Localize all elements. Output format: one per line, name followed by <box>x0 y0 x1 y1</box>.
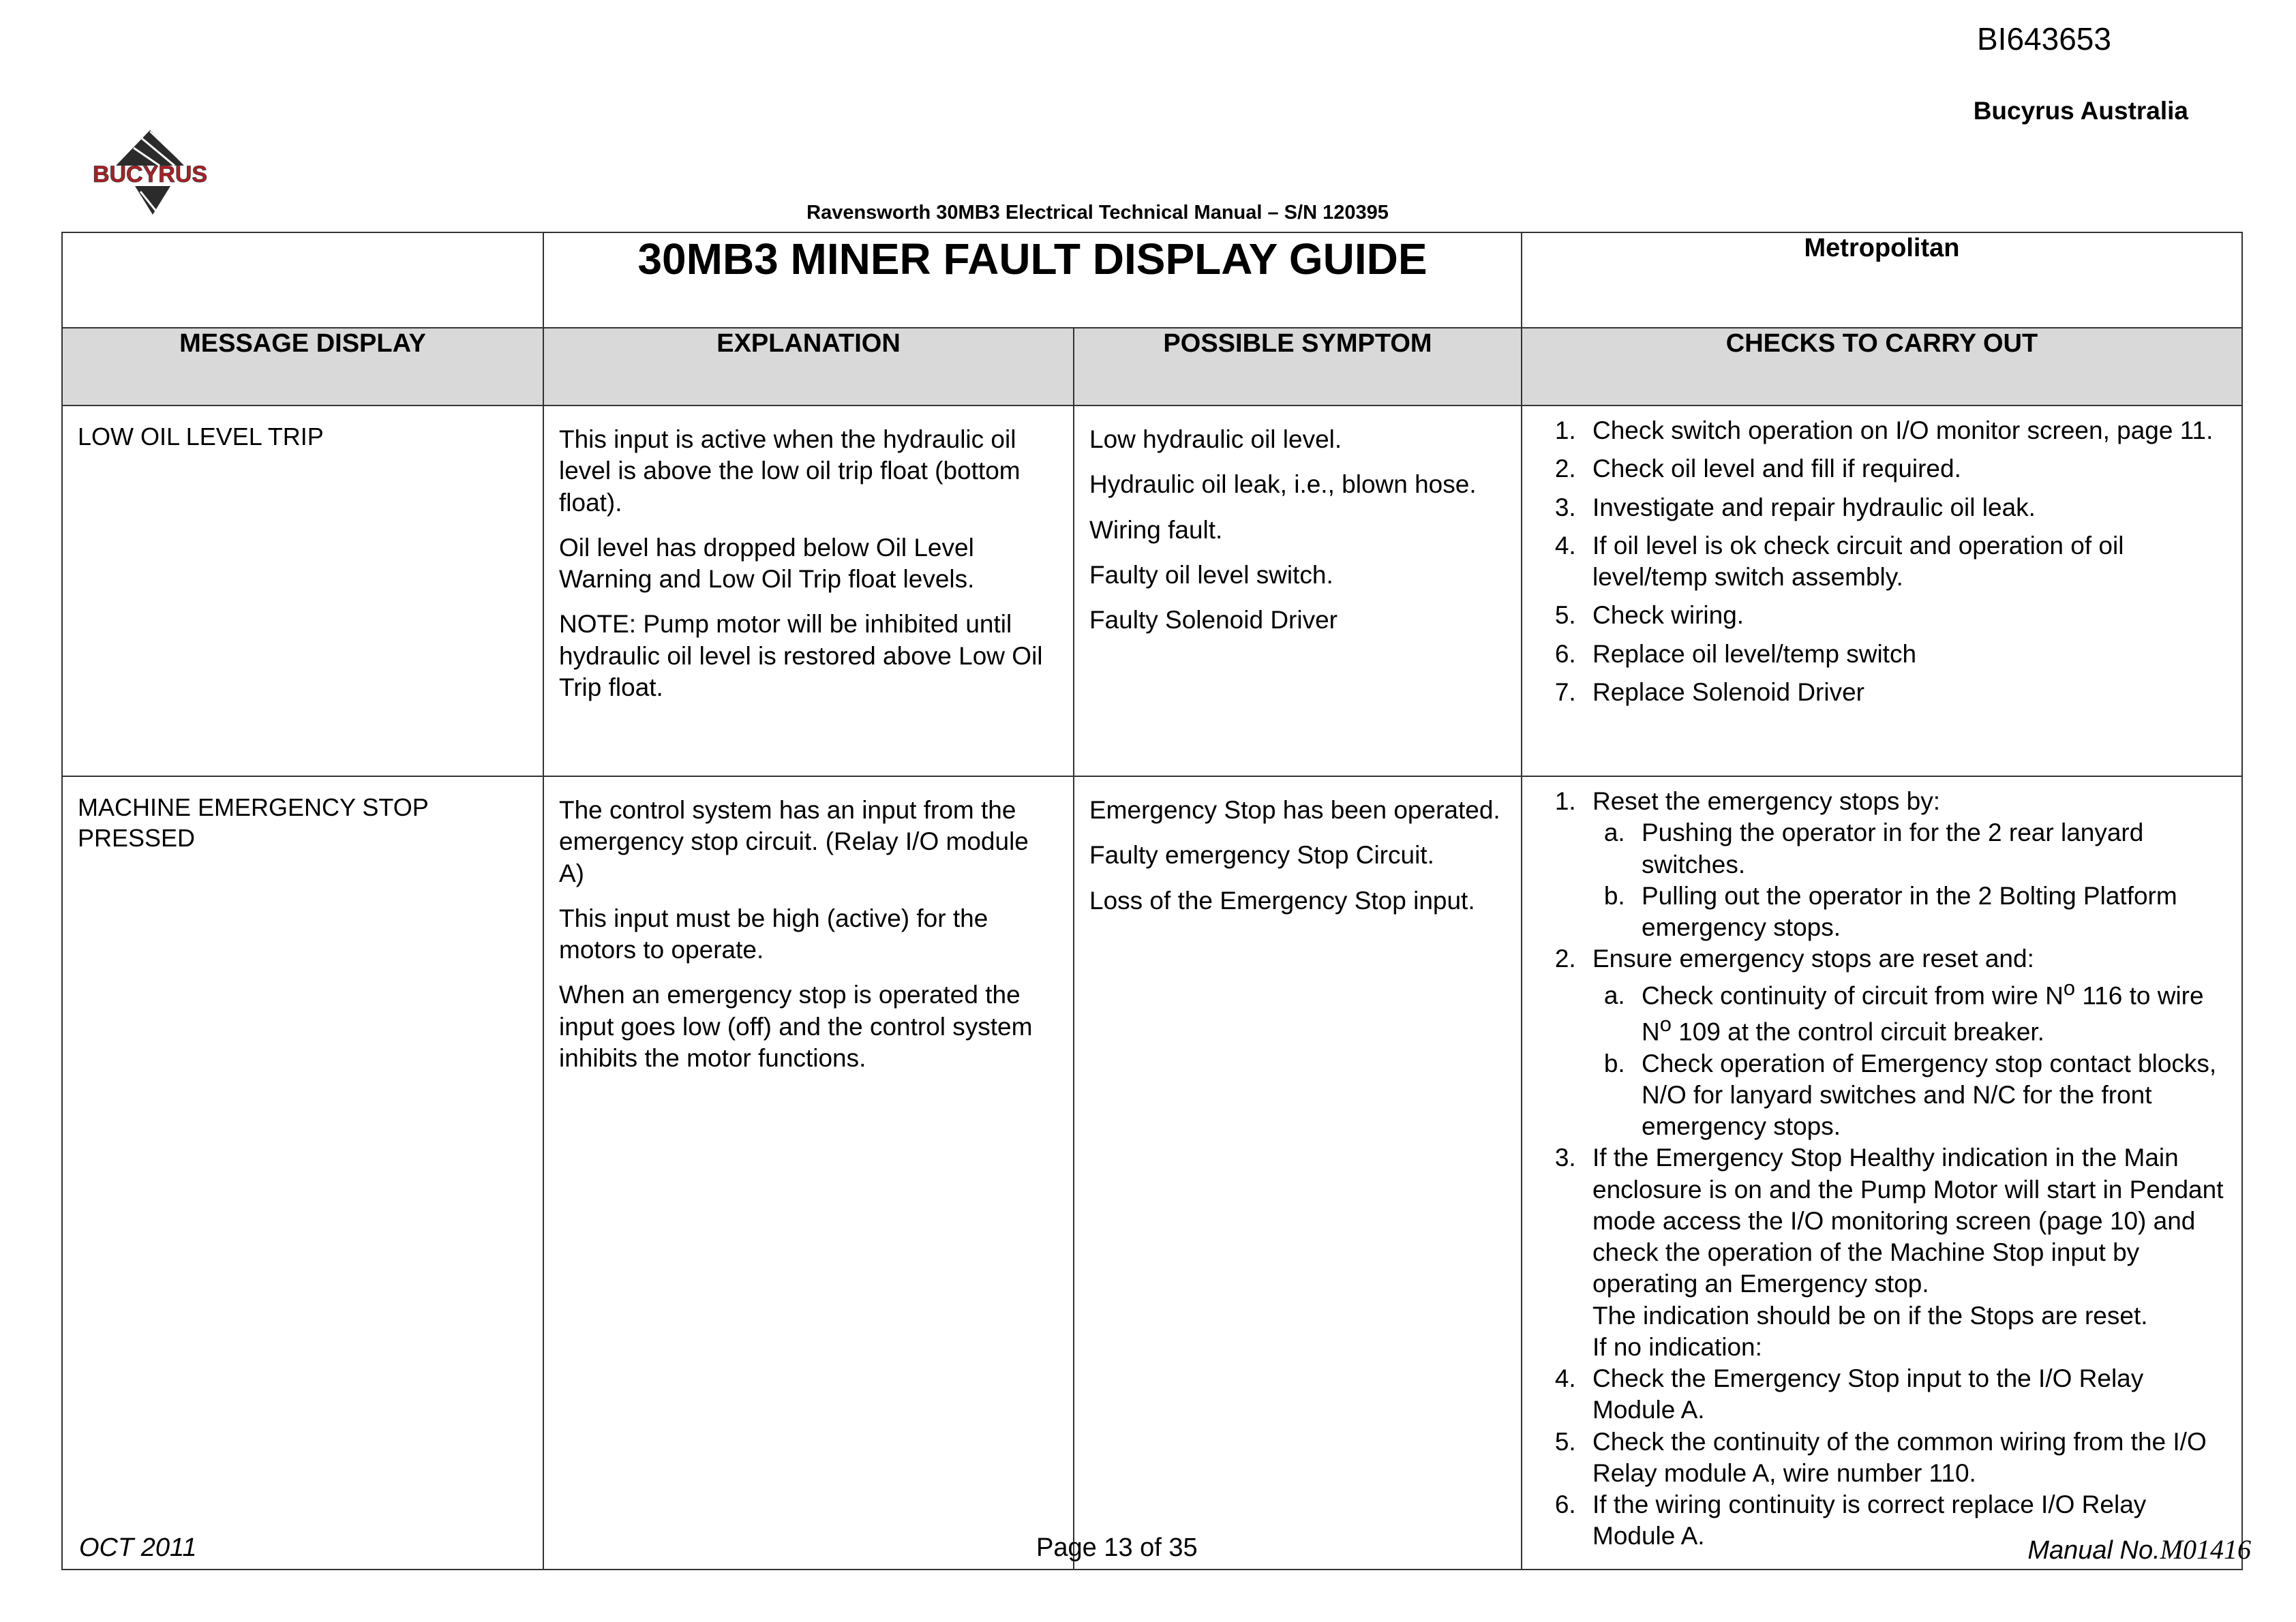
check-item: 5. Check wiring. <box>1583 600 2227 631</box>
column-header-symptom: POSSIBLE SYMPTOM <box>1074 328 1522 406</box>
site-name: Metropolitan <box>1804 234 1960 262</box>
checks-list <box>1523 778 2241 1552</box>
checks-list <box>1523 407 2241 708</box>
symptom-item: Faulty Solenoid Driver <box>1089 606 1338 634</box>
explanation-paragraph: Oil level has dropped below Oil Level Warning and Low Oil Trip float levels. <box>559 533 975 593</box>
check-subitem-text: Check continuity of circuit from wire N <box>1642 981 2064 1009</box>
check-item: 7. Replace Solenoid Driver <box>1583 677 2227 708</box>
site-cell <box>1522 232 2242 328</box>
explanation-cell <box>543 406 1074 776</box>
explanation-paragraph: The control system has an input from the emergency stop circuit. (Relay I/O module A) <box>559 796 1029 887</box>
symptom-item: Emergency Stop has been operated. <box>1089 796 1500 824</box>
table-row <box>62 406 2242 776</box>
manual-number: M01416 <box>2160 1534 2251 1565</box>
check-subitem: a. Pushing the operator in for the 2 rear lanyard switches. <box>1632 817 2227 881</box>
explanation-paragraph: NOTE: Pump motor will be inhibited until hydraulic oil level is restored above Low Oil Trip float. <box>559 610 1043 701</box>
explanation-paragraph: This input is active when the hydraulic oil level is above the low oil trip float (bottom float). <box>559 425 1021 517</box>
check-subitem: b. Check operation of Emergency stop contact blocks, N/O for lanyard switches and N/C for the front emergency stops. <box>1632 1048 2227 1143</box>
symptom-item: Hydraulic oil leak, i.e., blown hose. <box>1089 470 1477 499</box>
symptom-item: Low hydraulic oil level. <box>1089 425 1342 453</box>
check-item: 1. Check switch operation on I/O monitor screen, page 11. <box>1583 415 2227 446</box>
guide-title-cell <box>543 232 1522 328</box>
footer-date: OCT 2011 <box>79 1533 197 1562</box>
check-text: Reset the emergency stops by: <box>1592 787 1941 815</box>
check-text: Ensure emergency stops are reset and: <box>1592 945 2034 973</box>
column-header-row <box>62 328 2242 406</box>
check-item: 6. If the wiring continuity is correct replace I/O Relay Module A. <box>1583 1489 2227 1552</box>
company-name: Bucyrus Australia <box>1973 97 2188 125</box>
check-text: If no indication: <box>1592 1332 1762 1361</box>
check-subitem <box>1632 975 2227 1048</box>
number-sign-superscript: o <box>2063 975 2076 1000</box>
table-row <box>62 776 2242 1570</box>
footer-manual-number <box>2027 1533 2251 1565</box>
checks-cell <box>1522 406 2242 776</box>
symptom-cell <box>1074 776 1522 1570</box>
check-sublist <box>1592 817 2227 943</box>
symptom-cell <box>1074 406 1522 776</box>
svg-text:BUCYRUS: BUCYRUS <box>92 162 208 187</box>
title-blank-cell <box>62 232 543 328</box>
check-subitem: b. Pulling out the operator in the 2 Bolting Platform emergency stops. <box>1632 881 2227 944</box>
fault-display-guide-table <box>61 232 2243 1570</box>
column-header-message: MESSAGE DISPLAY <box>62 328 543 406</box>
check-subitem-text: 109 at the control circuit breaker. <box>1671 1017 2044 1046</box>
manual-label: Manual No. <box>2027 1536 2160 1565</box>
check-sublist <box>1592 975 2227 1143</box>
checks-cell <box>1522 776 2242 1570</box>
check-item <box>1583 943 2227 1142</box>
symptom-item: Wiring fault. <box>1089 515 1223 544</box>
title-row <box>62 232 2242 328</box>
number-sign-superscript: o <box>1659 1012 1672 1037</box>
message-display-cell: MACHINE EMERGENCY STOP PRESSED <box>62 776 543 1570</box>
guide-title: 30MB3 MINER FAULT DISPLAY GUIDE <box>637 234 1428 284</box>
symptom-item: Faulty emergency Stop Circuit. <box>1089 841 1434 870</box>
column-header-explanation: EXPLANATION <box>543 328 1074 406</box>
column-header-checks: CHECKS TO CARRY OUT <box>1522 328 2242 406</box>
message-display-cell: LOW OIL LEVEL TRIP <box>62 406 543 776</box>
check-subitem-text: 116 to wire N <box>1642 981 2204 1046</box>
explanation-paragraph: This input must be high (active) for the motors to operate. <box>559 904 988 964</box>
check-item <box>1583 1142 2227 1363</box>
check-item: 4. If oil level is ok check circuit and operation of oil level/temp switch assembly. <box>1583 530 2227 594</box>
explanation-cell <box>543 776 1074 1570</box>
symptom-item: Faulty oil level switch. <box>1089 560 1333 589</box>
check-text: The indication should be on if the Stops are reset. <box>1592 1301 2148 1330</box>
explanation-paragraph: When an emergency stop is operated the input goes low (off) and the control system inhibits the motor functions. <box>559 981 1033 1072</box>
check-item <box>1583 786 2227 943</box>
symptom-item: Loss of the Emergency Stop input. <box>1089 886 1475 915</box>
check-item: 2. Check oil level and fill if required. <box>1583 453 2227 485</box>
check-item: 3. Investigate and repair hydraulic oil leak. <box>1583 492 2227 523</box>
footer-page-number: Page 13 of 35 <box>1036 1533 1198 1562</box>
check-text: If the Emergency Stop Healthy indication in the Main enclosure is on and the Pump Motor will start in Pendant mode access the I/O monitoring screen (page 10) and check the operation of the Machine Stop input by operating an Emergency stop. <box>1592 1144 2224 1298</box>
manual-title: Ravensworth 30MB3 Electrical Technical Manual – S/N 120395 <box>806 202 1389 224</box>
check-item: 5. Check the continuity of the common wiring from the I/O Relay module A, wire number 110. <box>1583 1426 2227 1490</box>
document-id: BI643653 <box>1977 21 2111 57</box>
check-item: 4. Check the Emergency Stop input to the I/O Relay Module A. <box>1583 1363 2227 1426</box>
check-item: 6. Replace oil level/temp switch <box>1583 639 2227 670</box>
